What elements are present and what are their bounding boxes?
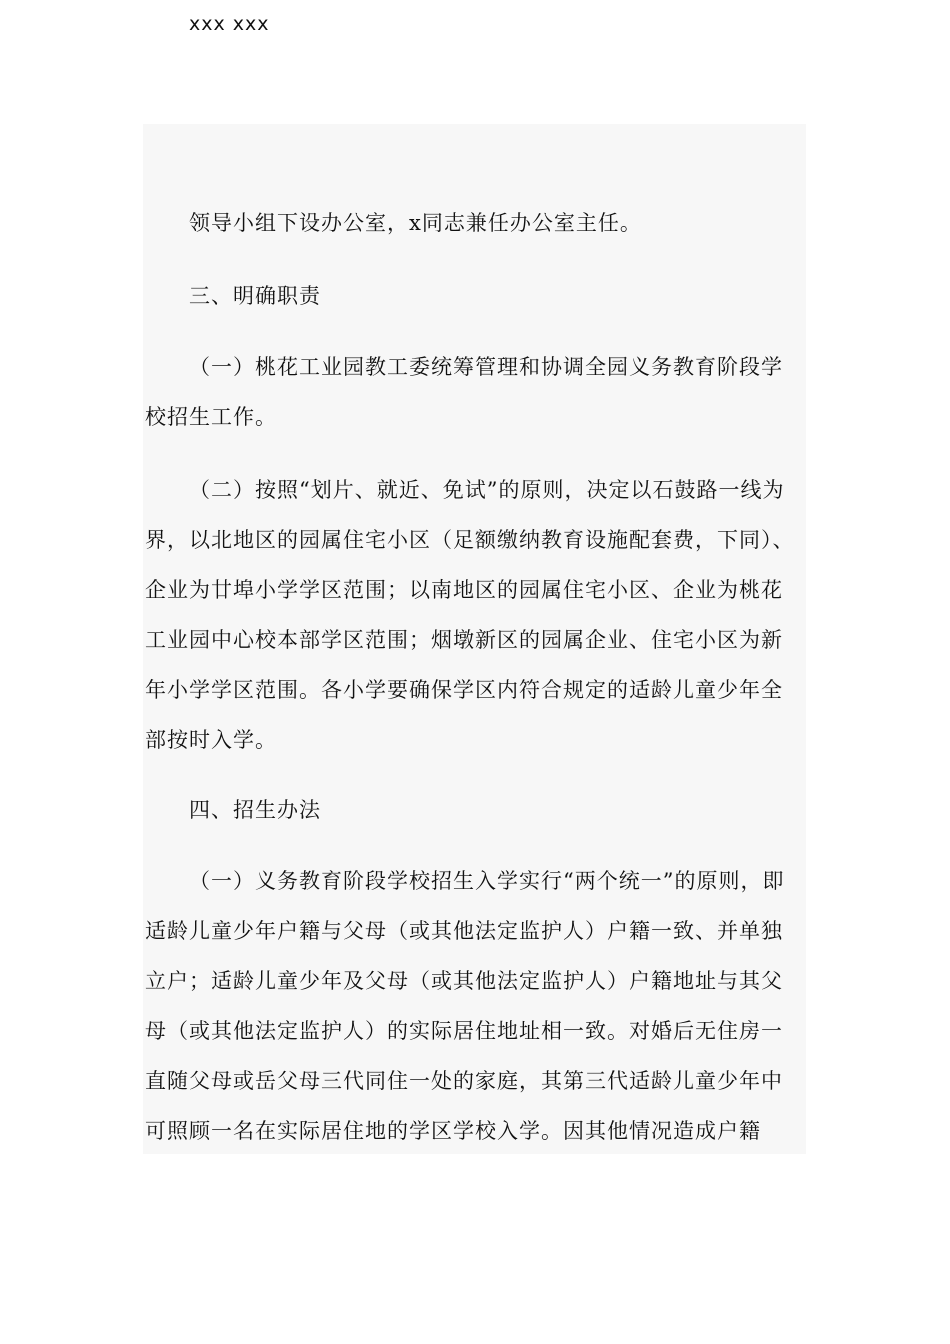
document-page	[143, 13, 806, 1154]
paragraph-3-1: （一）桃花工业园教工委统筹管理和协调全园义务教育阶段学校招生工作。	[145, 355, 783, 429]
member-names: xxx xxx	[189, 13, 270, 35]
section-heading-3: 三、明确职责	[189, 284, 321, 308]
office-paragraph: 领导小组下设办公室，x同志兼任办公室主任。	[189, 211, 642, 235]
section-heading-4: 四、招生办法	[189, 798, 321, 822]
paragraph-4-1: （一）义务教育阶段学校招生入学实行“两个统一”的原则，即适龄儿童少年户籍与父母（或其他法定监护人）户籍一致、并单独立户；适龄儿童少年及父母（或其他法定监护人）户籍地址与其父母（或其他法定监护人）的实际居住地址相一致。对婚后无住房一直随父母或岳父母三代同住一处的家庭，其第三代适龄儿童少年中可照顾一名在实际居住地的学区学校入学。因其他情况造成户籍	[145, 869, 785, 1143]
paragraph-3-2: （二）按照“划片、就近、免试”的原则，决定以石鼓路一线为界，以北地区的园属住宅小区（足额缴纳教育设施配套费，下同）、企业为廿埠小学学区范围；以南地区的园属住宅小区、企业为桃花工业园中心校本部学区范围；烟墩新区的园属企业、住宅小区为新年小学学区范围。各小学要确保学区内符合规定的适龄儿童少年全部按时入学。	[145, 478, 795, 752]
